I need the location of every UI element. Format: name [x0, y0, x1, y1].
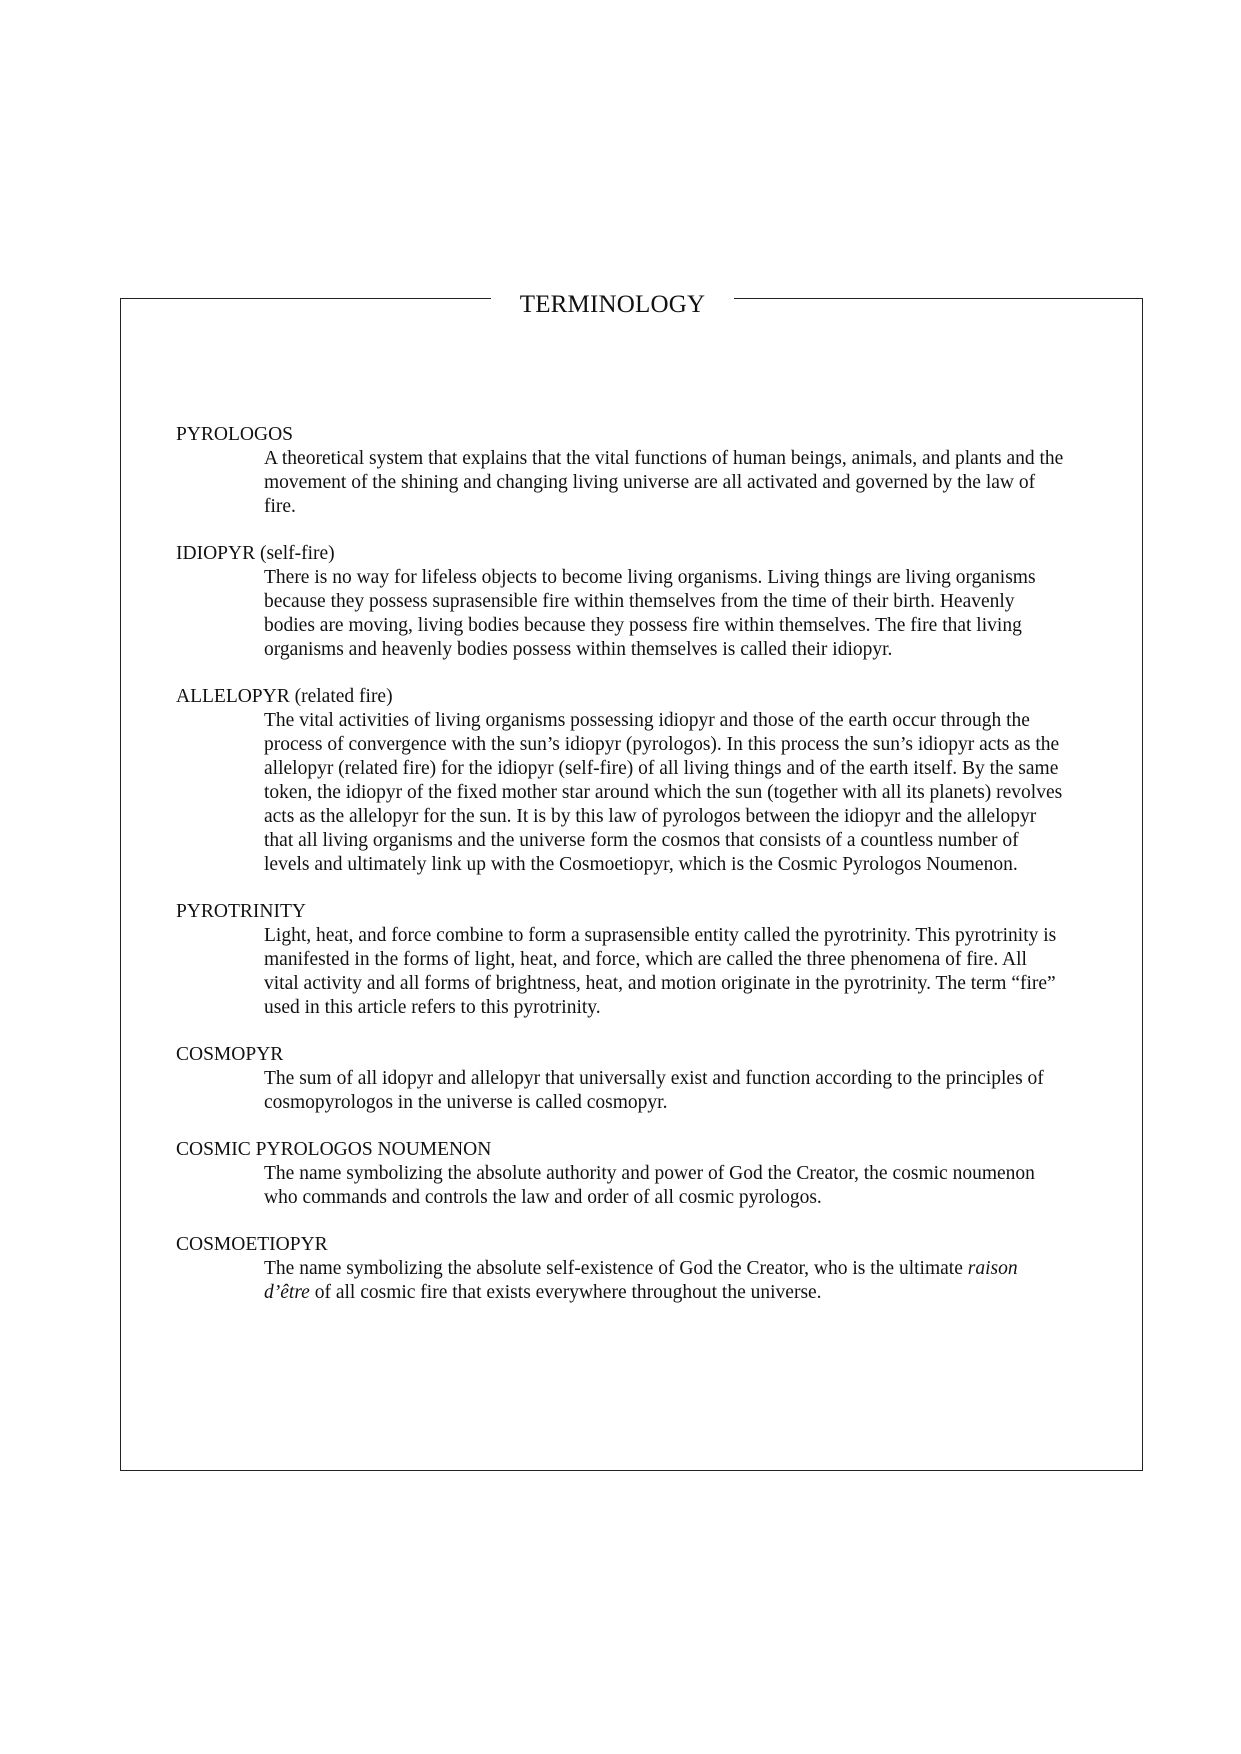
term-heading: PYROLOGOS [176, 424, 294, 445]
entry-allelopyr [176, 685, 1066, 877]
term-heading: COSMOPYR [176, 1044, 284, 1065]
term-definition [264, 1257, 1066, 1305]
term-heading: PYROTRINITY [176, 901, 306, 922]
term-heading: COSMOETIOPYR [176, 1234, 328, 1255]
term-definition: The sum of all idopyr and allelopyr that universally exist and function according to the principles of cosmopyrologos in the universe is called cosmopyr. [264, 1068, 1044, 1113]
term-definition: The vital activities of living organisms possessing idiopyr and those of the earth occur through the process of convergence with the sun’s idiopyr (pyrologos). In this process the sun’s idiopyr acts as the allelopyr (related fire) for the idiopyr (self-fire) of all living things and of the earth itself. By the same token, the idiopyr of the fixed mother star around which the sun (together with all its planets) revolves acts as the allelopyr for the sun. It is by this law of pyrologos between the idiopyr and the allelopyr that all living organisms and the universe form the cosmos that consists of a countless number of levels and ultimately link up with the Cosmoetiopyr, which is the Cosmic Pyrologos Noumenon. [264, 710, 1063, 875]
term-heading: COSMIC PYROLOGOS NOUMENON [176, 1139, 492, 1160]
terminology-title: TERMINOLOGY [491, 288, 734, 322]
definition-text: of all cosmic fire that exists everywhere throughout the universe. [309, 1282, 822, 1303]
term-definition: A theoretical system that explains that the vital functions of human beings, animals, and plants and the movement of the shining and changing living universe are all activated and governed by the law of fire. [264, 448, 1064, 517]
entry-pyrotrinity [176, 900, 1066, 1020]
terminology-list [176, 423, 1066, 1328]
term-heading: ALLELOPYR (related fire) [176, 686, 393, 707]
term-definition: Light, heat, and force combine to form a suprasensible entity called the pyrotrinity. This pyrotrinity is manifested in the forms of light, heat, and force, which are called the three phenomena of fire. All vital activity and all forms of brightness, heat, and motion originate in the pyrotrinity. The term “fire” used in this article refers to this pyrotrinity. [264, 925, 1057, 1018]
definition-text: The name symbolizing the absolute self-existence of God the Creator, who is the ultimate [264, 1258, 968, 1279]
entry-cosmopyr [176, 1043, 1066, 1115]
term-definition: The name symbolizing the absolute authority and power of God the Creator, the cosmic noumenon who commands and controls the law and order of all cosmic pyrologos. [264, 1163, 1035, 1208]
entry-cosmic-pyrologos-noumenon [176, 1138, 1066, 1210]
definition-italic-phrase: raison d’être [264, 1258, 1018, 1303]
entry-idiopyr [176, 542, 1066, 662]
term-definition: There is no way for lifeless objects to become living organisms. Living things are living organisms because they possess suprasensible fire within themselves from the time of their birth. Heavenly bodies are moving, living bodies because they possess fire within themselves. The fire that living organisms and heavenly bodies possess within themselves is called their idiopyr. [264, 567, 1036, 660]
term-heading: IDIOPYR (self-fire) [176, 543, 335, 564]
entry-pyrologos [176, 423, 1066, 519]
entry-cosmoetiopyr [176, 1233, 1066, 1305]
